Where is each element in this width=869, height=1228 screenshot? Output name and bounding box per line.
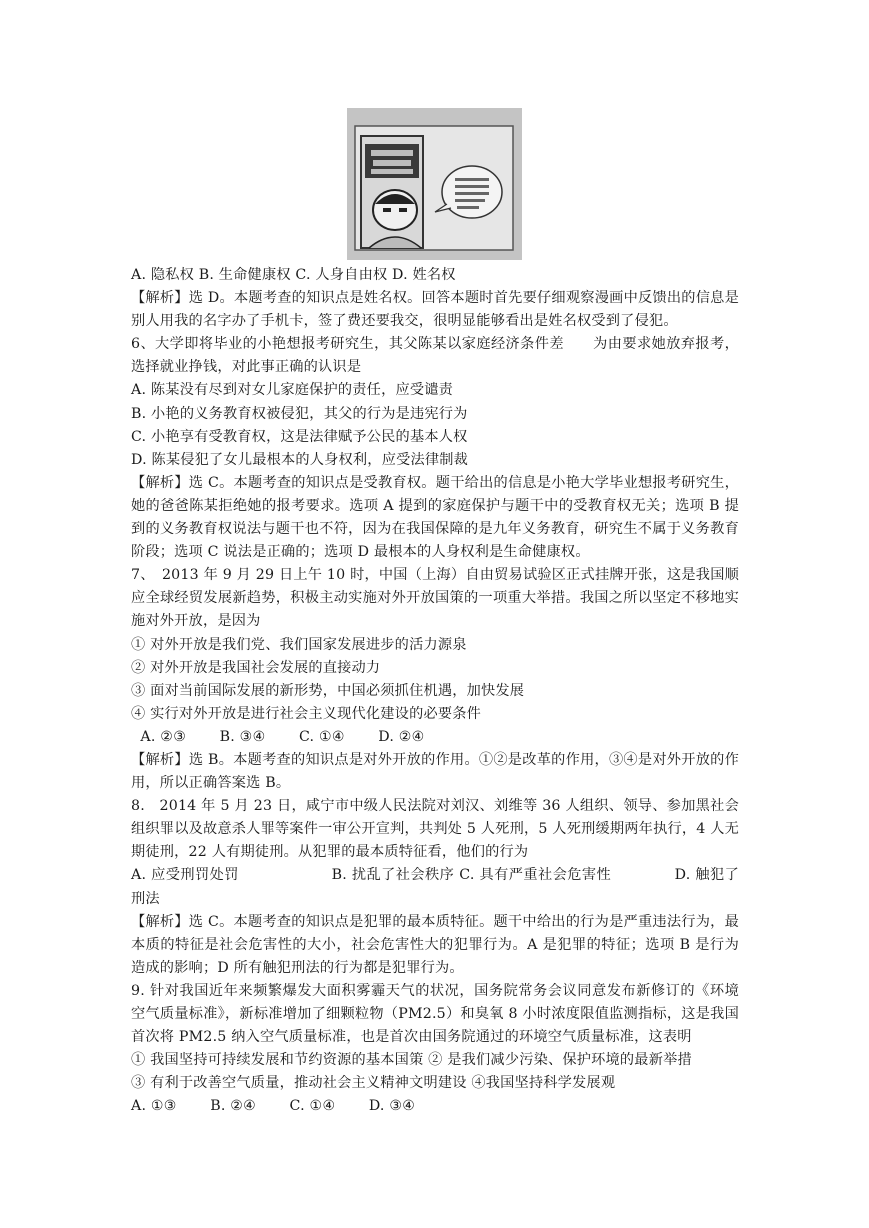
q7-statement-2: ② 对外开放是我国社会发展的直接动力 — [131, 659, 381, 676]
q6-option-a: A. 陈某没有尽到对女儿家庭保护的责任，应受谴责 — [131, 382, 454, 399]
q9-options: A. ①③ B. ②④ C. ①④ D. ③④ — [131, 1098, 416, 1115]
q6-stem: 6、大学即将毕业的小艳想报考研究生，其父陈某以家庭经济条件差 为由要求她放弃报考，选择就业挣钱，对此事正确的认识是 — [131, 336, 739, 376]
q9-stem: 9. 针对我国近年来频繁爆发大面积雾霾天气的状况，国务院常务会议同意发布新修订的《环境空气质量标准》，新标准增加了细颗粒物（PM2.5）和臭氧 8 小时浓度限值监测指标，这是我国首次将 PM2.5 纳入空气质量标准，也是首次由国务院通过的环境空气质量标准，这表明 — [131, 982, 739, 1046]
q7-stem: 7、 2013 年 9 月 29 日上午 10 时，中国（上海）自由贸易试验区正式挂牌开张，这是我国顺应全球经贸发展新趋势，积极主动实施对外开放国策的一项重大举措。我国之所以坚定不移地实施对外开放，是因为 — [131, 567, 739, 630]
q7-statement-3: ③ 面对当前国际发展的新形势，中国必须抓住机遇，加快发展 — [131, 682, 525, 699]
q5-options: A. 隐私权 B. 生命健康权 C. 人身自由权 D. 姓名权 — [131, 267, 456, 283]
q5-analysis: 【解析】选 D。本题考查的知识点是姓名权。回答本题时首先要仔细观察漫画中反馈出的信息是别人用我的名字办了手机卡，签了费还要我交，很明显能够看出是姓名权受到了侵犯。 — [131, 290, 739, 330]
q7-options: A. ②③ B. ③④ C. ①④ D. ②④ — [131, 728, 425, 745]
q7-statement-4: ④ 实行对外开放是进行社会主义现代化建设的必要条件 — [131, 705, 482, 722]
q6-option-c: C. 小艳享有受教育权，这是法律赋予公民的基本人权 — [131, 428, 468, 445]
q7-statement-1: ① 对外开放是我们党、我们国家发展进步的活力源泉 — [131, 636, 467, 653]
document-body — [131, 264, 739, 1118]
cartoon-figure — [347, 108, 522, 260]
q9-statements-3-4: ③ 有利于改善空气质量，推动社会主义精神文明建设 ④我国坚持科学发展观 — [131, 1075, 616, 1092]
q9-statements-1-2: ① 我国坚持可持续发展和节约资源的基本国策 ② 是我们减少污染、保护环境的最新举措 — [131, 1052, 692, 1069]
q8-analysis: 【解析】选 C。本题考查的知识点是犯罪的最本质特征。题干中给出的行为是严重违法行为，最本质的特征是社会危害性的大小，社会危害性大的犯罪行为。A 是犯罪的特征；选项 B 是行为造成的影响；D 所有触犯刑法的行为都是犯罪行为。 — [131, 913, 739, 976]
q6-option-d: D. 陈某侵犯了女儿最根本的人身权利，应受法律制裁 — [131, 451, 469, 468]
q6-option-b: B. 小艳的义务教育权被侵犯，其父的行为是违宪行为 — [131, 405, 468, 422]
q7-analysis: 【解析】选 B。本题考查的知识点是对外开放的作用。①②是改革的作用，③④是对外开放的作用，所以正确答案选 B。 — [131, 751, 739, 792]
q8-stem: 8. 2014 年 5 月 23 日，咸宁市中级人民法院对刘汉、刘维等 36 人组织、领导、参加黑社会组织罪以及故意杀人罪等案件一审公开宣判，共判处 5 人死刑，5 人死刑缓期两年执行，4 人无期徒刑，22 人有期徒刑。从犯罪的最本质特征看，他们的行为 — [131, 798, 739, 861]
q6-analysis: 【解析】选 C。本题考查的知识点是受教育权。题干给出的信息是小艳大学毕业想报考研究生，她的爸爸陈某拒绝她的报考要求。选项 A 提到的家庭保护与题干中的受教育权无关；选项 B 提到的义务教育权说法与题干也不符，因为在我国保障的是九年义务教育，研究生不属于义务教育阶段；选项 C 说法是正确的；选项 D 最根本的人身权利是生命健康权。 — [131, 474, 739, 561]
q8-options: A. 应受刑罚处罚 B. 扰乱了社会秩序 C. 具有严重社会危害性 D. 触犯了刑法 — [131, 867, 739, 907]
